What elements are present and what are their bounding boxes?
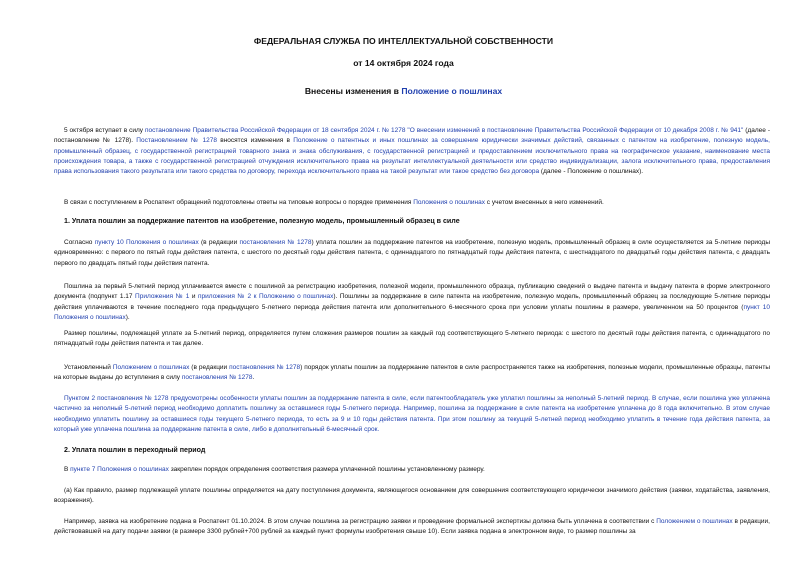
text: Установленный bbox=[64, 364, 113, 371]
text: (а) Как правило, размер подлежащей уплате пошлины определяется на дату поступления документа, являющегося основанием для совершения соответствующего юридически значимого действия (заявки, ходатайства, заявления, возражения). bbox=[54, 487, 770, 505]
text: 5 октября вступает в силу bbox=[64, 127, 145, 134]
paragraph-procedure bbox=[54, 363, 770, 384]
text: Пошлина за первый 5-летний период уплачивается вместе с пошлиной за регистрацию изобретения, полезной модели, промышленного образца, публикацию сведений о выдаче патента и выдачу патента в форме электронного документа (подпункт 1.17 bbox=[54, 283, 770, 301]
text: ) порядок уплаты пошлин за поддержание патентов в силе распространяется также на изобретения, полезные модели, промышленные образцы, патенты на которые выданы до вступления в силу bbox=[54, 364, 771, 382]
paragraph-clause-2 bbox=[54, 394, 770, 435]
text: Например, заявка на изобретение подана в Роспатент 01.10.2024. В этом случае пошлина за регистрацию заявки и проведение формальной экспертизы должна быть уплачена в соответствии с bbox=[64, 518, 657, 525]
paragraph-answers bbox=[54, 198, 770, 208]
text: В bbox=[64, 466, 71, 473]
document-date: от 14 октября 2024 года bbox=[353, 58, 454, 68]
title-link[interactable]: Положение о пошлинах bbox=[401, 86, 503, 96]
text: В связи с поступлением в Роспатент обращений подготовлены ответы на типовые вопросы о порядке применения bbox=[64, 199, 414, 206]
clause-10-link[interactable]: пункту 10 Положения о пошлинах bbox=[94, 239, 199, 246]
text: ). Пошлины за поддержание в силе патента на изобретение, полезную модель, промышленный образец за последующие 5-летние периоды действия уплачиваются в течение последнего года предыдущего 5-летнего периода действия патента или дополнительного 6-месячного срока при условии уплаты пошлины в размере, увеличенном на 50 процентов ( bbox=[54, 293, 771, 311]
text: Согласно bbox=[64, 239, 95, 246]
text: Размер пошлины, подлежащей уплате за 5-летний период, определяется путем сложения размеров пошлин за каждый год соответствующего 5-летнего периода: с шестого по десятый годы действия патента, с одиннадцатого по пятнадцатый годы действия патента и так далее. bbox=[54, 330, 770, 348]
clause-2-decree-link[interactable]: Пунктом 2 постановления № 1278 bbox=[64, 395, 169, 402]
text: с учетом внесенных в него изменений. bbox=[484, 199, 604, 206]
text: в редакции, действовавшей на дату подачи заявки (в размере 3300 рублей+700 рублей за каждый пункт формулы изобретения свыше 10). Если заявка подана в электронном виде, то размер пошлины за bbox=[54, 518, 770, 536]
text: (далее - постановление № 1278). bbox=[54, 127, 770, 145]
fees-regulation-link[interactable]: Положения о пошлинах bbox=[413, 199, 485, 206]
paragraph-intro bbox=[54, 126, 770, 177]
text: (в редакции bbox=[189, 364, 230, 371]
paragraph-example bbox=[54, 517, 770, 538]
fees-regulation-link[interactable]: Положением о пошлинах bbox=[112, 364, 190, 371]
paragraph-p10 bbox=[54, 238, 770, 269]
title-prefix: Внесены изменения в bbox=[304, 86, 402, 96]
appendix-2-link[interactable]: приложения № 2 к Положению о пошлинах bbox=[197, 293, 334, 301]
section-heading-1: 1. Уплата пошлин за поддержание патентов на изобретение, полезную модель, промышленный образец в силе bbox=[64, 217, 460, 225]
paragraph-fee-size bbox=[54, 329, 770, 350]
appendix-1-link[interactable]: Приложения № 1 bbox=[135, 293, 190, 301]
decree-1278-link[interactable]: постановления № 1278 bbox=[229, 364, 301, 371]
clause-7-link[interactable]: пункте 7 Положения о пошлинах bbox=[70, 466, 169, 473]
decree-1278-link[interactable]: постановления № 1278 bbox=[181, 374, 253, 382]
text: вносятся изменения в bbox=[216, 137, 294, 145]
clause-10-link[interactable]: пункт 10 Положения о пошлинах bbox=[54, 303, 770, 321]
decree-1278-short-link[interactable]: Постановлением № 1278 bbox=[136, 137, 217, 145]
text: ). bbox=[125, 313, 130, 321]
text: . bbox=[252, 374, 255, 382]
section-heading-2: 2. Уплата пошлин в переходный период bbox=[64, 446, 206, 454]
fees-regulation-link[interactable]: Положением о пошлинах bbox=[656, 518, 733, 525]
text: (в редакции bbox=[198, 239, 240, 246]
decree-1278-link[interactable]: постановление Правительства Российской Федерации от 18 сентября 2024 г. № 1278 "О внесении изменений в постановление Правительства Российской Федерации от 10 декабря 2008 г. № 941" bbox=[144, 127, 744, 134]
decree-1278-link[interactable]: постановления № 1278 bbox=[239, 239, 312, 246]
text: предусмотрены особенности уплаты пошлин за поддержание патента в силе, если патентообладатель уже уплатил пошлины за неполный 5-летний период. В случае, если пошлина уже уплачена частично за неполный 5-летний период необходимо доплатить пошлину за оставшиеся годы 5-летнего периода. Например, пошлина за поддержание в силе патента на изобретение уплачена до 8 года включительно. В этом случае необходимо уплатить пошлину за оставшиеся годы текущего 5-летнего периода, то есть за 9 и 10 годы действия патента. При этом пошлину за текущий 5-летней период необходимо уплатить в течение года действия патента, за который уже уплачена пошлина за поддержание патента в силе, либо в дополнительный 6-месячный срок. bbox=[54, 395, 771, 433]
text: ) уплата пошлин за поддержание патентов на изобретение, полезную модель, промышленный образец в силе осуществляется за 5-летние периоды единовременно: с первого по пятый годы действия патента, с шестого по десятый годы действия патента, с одиннадцатого по пятнадцатый годы действия патента, с шестнадцатого по двадцатый годы действия патента, с двадцать первого по двадцать пятый годы действия патента. bbox=[54, 239, 770, 267]
text: закреплен порядок определения соответствия размера уплаченной пошлины установленному размеру. bbox=[168, 466, 485, 473]
text: (далее - Положение о пошлинах). bbox=[539, 168, 644, 176]
agency-heading: ФЕДЕРАЛЬНАЯ СЛУЖБА ПО ИНТЕЛЛЕКТУАЛЬНОЙ СОБСТВЕННОСТИ bbox=[253, 36, 554, 46]
paragraph-clause-7 bbox=[54, 465, 770, 475]
paragraph-first-period bbox=[54, 282, 770, 323]
paragraph-a bbox=[54, 486, 770, 507]
fees-regulation-full-link[interactable]: Положение о патентных и иных пошлинах за совершение юридически значимых действий, связанных с патентом на изобретение, полезную модель, промышленный образец, с государственной регистрацией товарного знака и знака обслуживания, с государственной регистрацией и предоставлением исключительного права на географическое указание, наименование места происхождения товара, а также с государственной регистрацией отчуждения исключительного права на результат интеллектуальной деятельности или средство индивидуализации, залога исключительного права, предоставления права использования такого результата или такого средства по договору, перехода исключительного права на такой результат или такое средство без договора bbox=[54, 137, 770, 176]
document-title bbox=[0, 86, 807, 96]
text: и bbox=[189, 293, 198, 301]
